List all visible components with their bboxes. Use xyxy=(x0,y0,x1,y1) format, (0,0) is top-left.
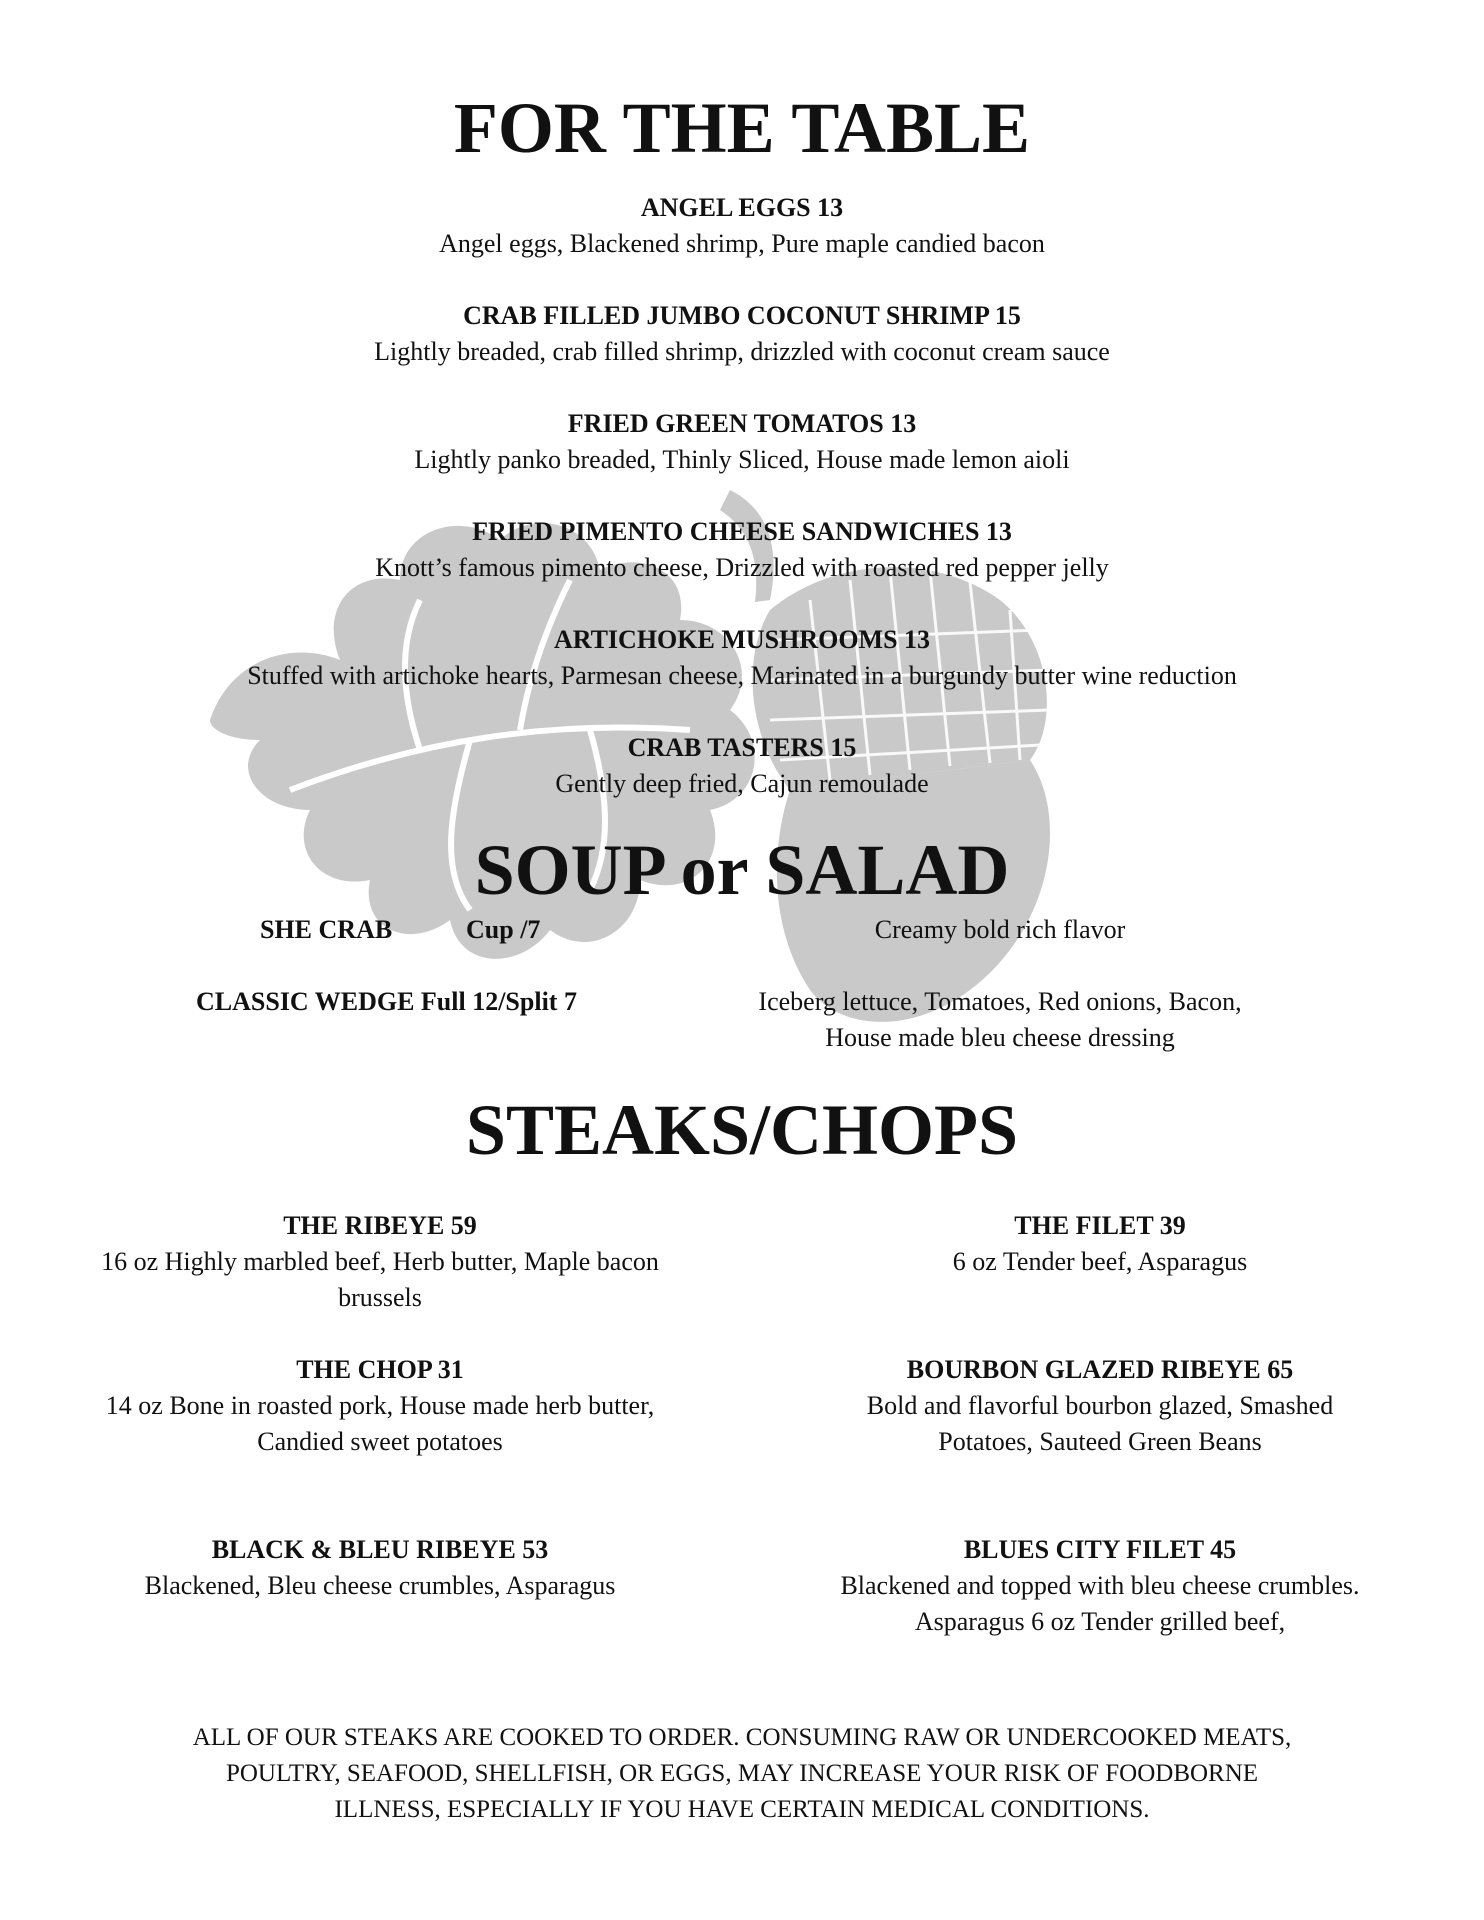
menu-item xyxy=(800,1208,1400,1280)
item-name: CRAB FILLED JUMBO COCONUT SHRIMP 15 xyxy=(463,301,1021,330)
item-price: Cup /7 xyxy=(466,915,541,944)
menu-item xyxy=(80,1208,680,1316)
menu-item xyxy=(0,514,1484,586)
item-description: Lightly panko breaded, Thinly Sliced, House made lemon aioli xyxy=(414,445,1070,474)
item-description: Gently deep fried, Cajun remoulade xyxy=(555,769,929,798)
description-line: House made bleu cheese dressing xyxy=(825,1023,1175,1052)
menu-item xyxy=(0,190,1484,262)
item-description: 14 oz Bone in roasted pork, House made herb butter, xyxy=(105,1391,655,1420)
item-description: Blackened, Bleu cheese crumbles, Asparagus xyxy=(144,1571,616,1600)
item-description: Angel eggs, Blackened shrimp, Pure maple candied bacon xyxy=(439,229,1045,258)
item-name: BLUES CITY FILET 45 xyxy=(963,1535,1237,1564)
disclaimer-line: ALL OF OUR STEAKS ARE COOKED TO ORDER. CONSUMING RAW OR UNDERCOOKED MEATS, xyxy=(192,1724,1292,1751)
menu-item xyxy=(0,622,1484,694)
item-name: SHE CRAB xyxy=(260,915,393,944)
item-name: BOURBON GLAZED RIBEYE 65 xyxy=(906,1355,1294,1384)
menu-item xyxy=(80,1532,680,1604)
section-title-for-the-table: FOR THE TABLE xyxy=(453,88,1031,168)
item-name: CRAB TASTERS 15 xyxy=(627,733,857,762)
item-description xyxy=(700,984,1300,1056)
item-description: Blackened and topped with bleu cheese crumbles. xyxy=(840,1571,1360,1600)
item-name: THE RIBEYE 59 xyxy=(283,1211,477,1240)
item-description: Creamy bold rich flavor xyxy=(874,915,1126,944)
item-name: THE CHOP 31 xyxy=(296,1355,464,1384)
disclaimer-line: ILLNESS, ESPECIALLY IF YOU HAVE CERTAIN MEDICAL CONDITIONS. xyxy=(334,1796,1150,1823)
item-name: BLACK & BLEU RIBEYE 53 xyxy=(211,1535,549,1564)
section-title-steaks-chops: STEAKS/CHOPS xyxy=(465,1090,1019,1170)
menu-item xyxy=(0,730,1484,802)
item-name: ARTICHOKE MUSHROOMS 13 xyxy=(553,625,931,654)
description-line: Iceberg lettuce, Tomatoes, Red onions, Bacon, xyxy=(758,987,1242,1016)
item-description: 6 oz Tender beef, Asparagus xyxy=(952,1247,1248,1276)
item-description: Knott’s famous pimento cheese, Drizzled with roasted red pepper jelly xyxy=(375,553,1109,582)
food-safety-disclaimer xyxy=(80,1720,1404,1828)
item-description: Bold and flavorful bourbon glazed, Smashed xyxy=(866,1391,1334,1420)
item-description: Candied sweet potatoes xyxy=(257,1427,503,1456)
menu-item xyxy=(800,1532,1400,1640)
menu-item xyxy=(0,406,1484,478)
item-description: Stuffed with artichoke hearts, Parmesan cheese, Marinated in a burgundy butter wine reduction xyxy=(247,661,1237,690)
disclaimer-line: POULTRY, SEAFOOD, SHELLFISH, OR EGGS, MAY INCREASE YOUR RISK OF FOODBORNE xyxy=(225,1760,1259,1787)
item-name: FRIED PIMENTO CHEESE SANDWICHES 13 xyxy=(472,517,1012,546)
menu-item xyxy=(80,1352,680,1460)
item-description: Potatoes, Sauteed Green Beans xyxy=(938,1427,1262,1456)
item-name: FRIED GREEN TOMATOS 13 xyxy=(567,409,917,438)
item-name: THE FILET 39 xyxy=(1014,1211,1186,1240)
item-description: Lightly breaded, crab filled shrimp, drizzled with coconut cream sauce xyxy=(374,337,1110,366)
menu-item xyxy=(800,1352,1400,1460)
item-name: CLASSIC WEDGE Full 12/Split 7 xyxy=(196,987,577,1016)
menu-item xyxy=(0,298,1484,370)
item-description: Asparagus 6 oz Tender grilled beef, xyxy=(914,1607,1286,1636)
item-description: 16 oz Highly marbled beef, Herb butter, Maple bacon brussels xyxy=(101,1247,659,1312)
item-name: ANGEL EGGS 13 xyxy=(640,193,844,222)
section-title-soup-or-salad: SOUP or SALAD xyxy=(474,830,1010,910)
